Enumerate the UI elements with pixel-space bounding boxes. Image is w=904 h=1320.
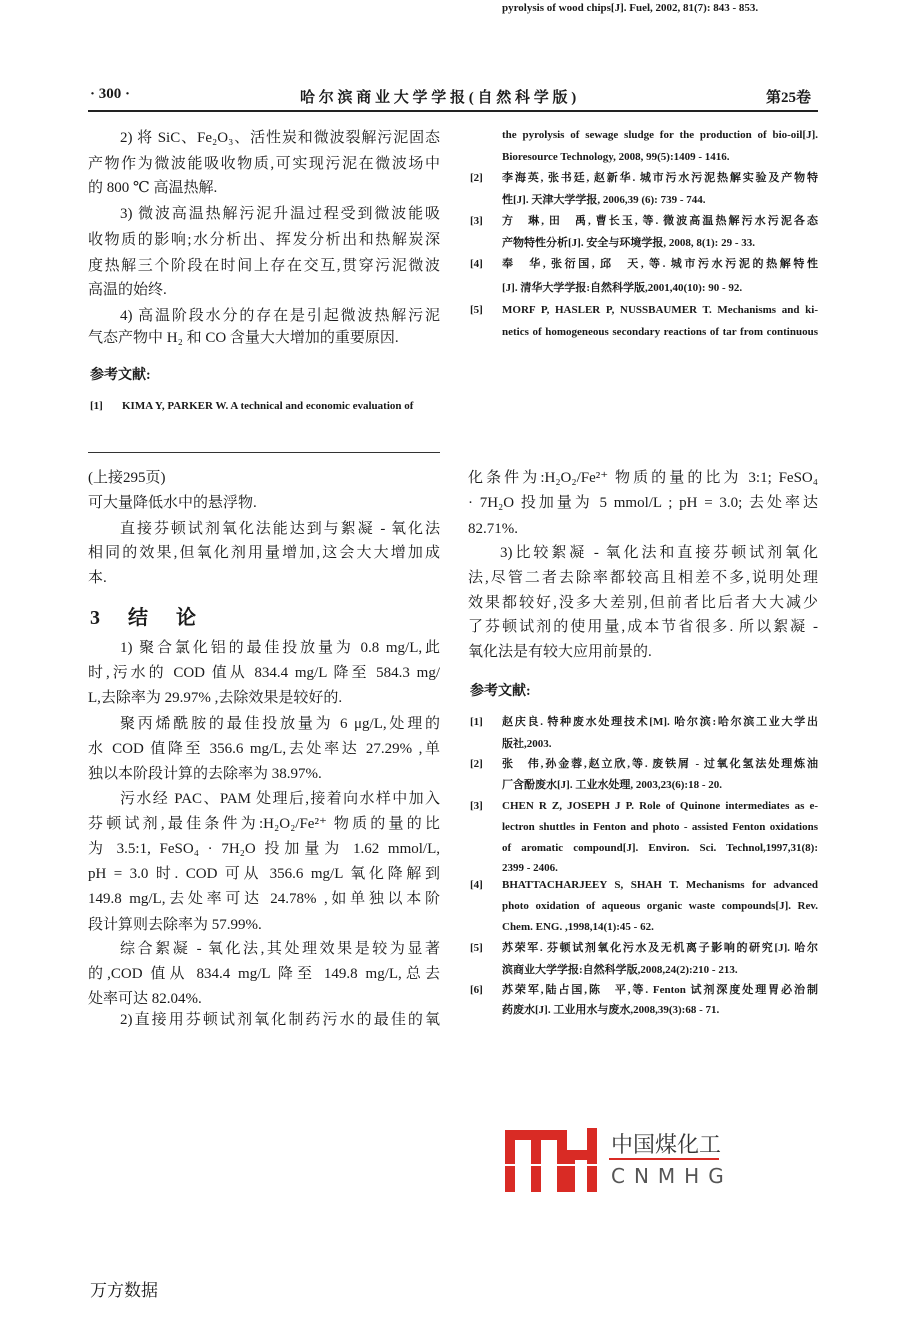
header-rule [88, 110, 818, 112]
reference-text: 苏荣军. 芬顿试剂氧化污水及无机离子影响的研究[J]. 哈尔 [502, 942, 818, 954]
reference-text: photo oxidation of aqueous organic waste compounds[J]. Rev. [502, 900, 818, 912]
text-line: 直接芬顿试剂氧化法能达到与絮凝 - 氧化法 [120, 521, 440, 537]
wanfang-watermark: 万方数据 [90, 1281, 158, 1301]
cnmhg-logo [505, 1128, 733, 1194]
text-line: 4) 高温阶段水分的存在是引起微波热解污泥 [120, 308, 440, 324]
journal-title: 哈 尔 滨 商 业 大 学 学 报 ( 自 然 科 学 版 ) [300, 90, 577, 106]
reference-text: 厂含酚废水[J]. 工业水处理, 2003,23(6):18 - 20. [502, 779, 722, 791]
reference-label: [2] [470, 172, 483, 184]
logo-cn-text: 中国煤化工 [611, 1133, 722, 1158]
reference-text: 苏荣军,陆占国,陈 平,等. Fenton 试剂深度处理胃必治制 [502, 984, 818, 996]
reference-label: [2] [470, 758, 483, 770]
text-line: L,去除率为 29.97% ,去除效果是较好的. [88, 690, 343, 706]
reference-label: [1] [90, 400, 103, 412]
reference-label: [4] [470, 879, 483, 891]
reference-text: netics of homogeneous secondary reactions of tar from continuous [502, 326, 818, 338]
text-line: 2)直接用芬顿试剂氧化制药污水的最佳的氧 [120, 1012, 440, 1028]
reference-text: 滨商业大学学报:自然科学版,2008,24(2):210 - 213. [502, 964, 738, 976]
text-line: 时,污水的 COD 值从 834.4 mg/L 降至 584.3 mg/ [88, 665, 440, 681]
section-heading: 3 结 论 [90, 607, 200, 629]
logo-en-text: CNMHG [611, 1164, 733, 1188]
text-line: 氧化法是有较大应用前景的. [468, 644, 652, 660]
text-line: 的,COD 值从 834.4 mg/L 降至 149.8 mg/L,总去 [88, 966, 440, 982]
reference-text: pyrolysis of wood chips[J]. Fuel, 2002, 81(7): 843 - 853. [502, 2, 759, 14]
reference-text: 版社,2003. [502, 738, 552, 750]
text-line: 法,尽管二者去除率都较高且相差不多,说明处理 [468, 570, 818, 586]
reference-text: 李海英, 张书廷, 赵新华. 城市污水污泥热解实验及产物特 [502, 172, 818, 184]
reference-label: [5] [470, 304, 483, 316]
reference-text: 2399 - 2406. [502, 862, 558, 874]
text-line: 污水经 PAC、PAM 处理后,接着向水样中加入 [120, 791, 440, 807]
text-line: 段计算则去除率为 57.99%. [88, 917, 262, 933]
reference-text: of aromatic compound[J]. Environ. Sci. Technol,1997,31(8): [502, 842, 818, 854]
volume-label: 第25卷 [766, 90, 812, 106]
text-line: 2) 将 SiC、Fe₂O₃、活性炭和微波裂解污泥固态 [120, 130, 440, 146]
reference-text: 奉 华, 张衍国, 邱 天, 等. 城市污水污泥的热解特性 [502, 258, 818, 270]
text-line: 1) 聚合氯化铝的最佳投放量为 0.8 mg/L,此 [120, 640, 440, 656]
reference-text: MORF P, HASLER P, NUSSBAUMER T. Mechanisms and ki- [502, 304, 818, 316]
text-line: 效果都较好,没多大差别,但前者比后者大大减少 [468, 595, 818, 611]
reference-text: 张 伟,孙金蓉,赵立欣,等. 废铁屑 - 过氧化氢法处理炼油 [502, 758, 818, 770]
text-line: 芬顿试剂,最佳条件为:H₂O₂/Fe²⁺ 物质的量的比 [88, 816, 440, 832]
reference-text: 性[J]. 天津大学学报, 2006,39 (6): 739 - 744. [502, 194, 706, 206]
text-line: 可大量降低水中的悬浮物. [88, 495, 257, 511]
page-number: · 300 · [90, 86, 131, 102]
reference-label: [5] [470, 942, 483, 954]
text-line: 聚丙烯酰胺的最佳投放量为 6 μg/L,处理的 [120, 716, 440, 732]
references-heading: 参考文献: [90, 368, 151, 383]
text-line: 处率可达 82.04%. [88, 991, 202, 1007]
reference-text: 方 琳, 田 禹, 曹长玉, 等. 微波高温热解污水污泥各态 [502, 215, 818, 227]
continued-note: (上接295页) [88, 470, 166, 486]
text-line: 收物质的影响;水分析出、挥发分析出和热解炭深 [88, 232, 440, 248]
reference-label: [4] [470, 258, 483, 270]
text-line: 高温的始终. [88, 282, 167, 298]
reference-text: 产物特性分析[J]. 安全与环境学报, 2008, 8(1): 29 - 33. [502, 237, 755, 249]
text-line: 相同的效果,但氧化剂用量增加,这会大大增加成 [88, 545, 440, 561]
reference-text: [J]. 清华大学学报:自然科学版,2001,40(10): 90 - 92. [502, 282, 743, 294]
text-line: 的 800 ℃ 高温热解. [88, 180, 218, 196]
text-line: 149.8 mg/L,去处率可达 24.78% ,如单独以本阶 [88, 891, 440, 907]
reference-text: the pyrolysis of sewage sludge for the production of bio-oil[J]. [502, 129, 818, 141]
reference-label: [6] [470, 984, 483, 996]
text-line: 3) 微波高温热解污泥升温过程受到微波能吸 [120, 206, 440, 222]
reference-text: Chem. ENG. ,1998,14(1):45 - 62. [502, 921, 654, 933]
reference-text: 药废水[J]. 工业用水与废水,2008,39(3):68 - 71. [502, 1004, 720, 1016]
references-heading: 参考文献: [470, 684, 531, 699]
text-line: 水 COD 值降至 356.6 mg/L,去处率达 27.29% ,单 [88, 741, 440, 757]
text-line: pH = 3.0 时. COD 可从 356.6 mg/L 氧化降解到 [88, 866, 440, 882]
text-line: · 7H₂O 投加量为 5 mmol/L ; pH = 3.0; 去处率达 [468, 495, 818, 511]
reference-label: [3] [470, 800, 483, 812]
reference-text: KIMA Y, PARKER W. A technical and economic evaluation of [122, 400, 414, 412]
text-line: 82.71%. [468, 521, 518, 537]
reference-text: lectron shuttles in Fenton and photo - assisted Fenton oxidations [502, 821, 818, 833]
text-line: 度热解三个阶段在时间上存在交互,贯穿污泥微波 [88, 258, 440, 274]
reference-label: [1] [470, 716, 483, 728]
text-line: 独以本阶段计算的去除率为 38.97%. [88, 766, 322, 782]
text-line: 气态产物中 H₂ 和 CO 含量大大增加的重要原因. [88, 330, 399, 346]
text-line: 为 3.5:1, FeSO₄ · 7H₂O 投加量为 1.62 mmol/L, [88, 841, 440, 857]
text-line: 了芬顿试剂的使用量,成本节省很多. 所以絮凝 - [468, 619, 818, 635]
reference-text: Bioresource Technology, 2008, 99(5):1409 - 1416. [502, 151, 730, 163]
reference-text: BHATTACHARJEEY S, SHAH T. Mechanisms for advanced [502, 879, 818, 891]
reference-text: CHEN R Z, JOSEPH J P. Role of Quinone intermediates as e- [502, 800, 818, 812]
text-line: 本. [88, 570, 107, 586]
text-line: 综合絮凝 - 氧化法,其处理效果是较为显著 [120, 941, 440, 957]
article-separator [88, 452, 440, 453]
reference-text: 赵庆良. 特种废水处理技术[M]. 哈尔滨:哈尔滨工业大学出 [502, 716, 818, 728]
text-line: 产物作为微波能吸收物质,可实现污泥在微波场中 [88, 156, 440, 172]
text-line: 3)比较絮凝 - 氧化法和直接芬顿试剂氧化 [500, 545, 818, 561]
reference-label: [3] [470, 215, 483, 227]
text-line: 化条件为:H₂O₂/Fe²⁺ 物质的量的比为 3:1; FeSO₄ [468, 470, 818, 486]
